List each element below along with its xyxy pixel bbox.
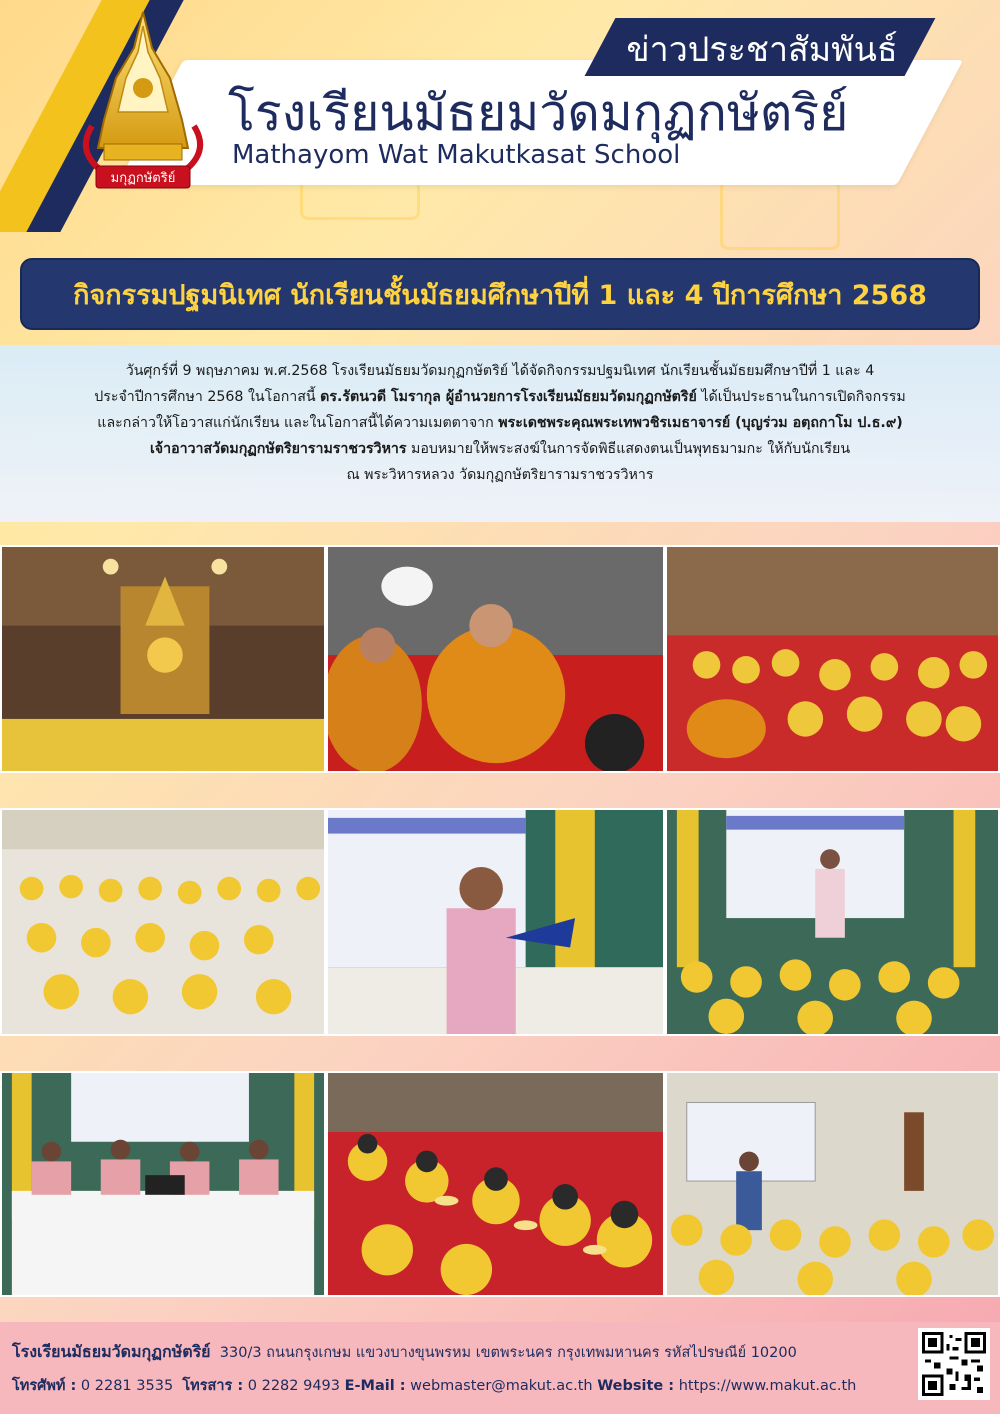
teachers-table-photo xyxy=(0,1071,326,1297)
body-line: เจ้าอาวาสวัดมกุฏกษัตริยารามราชวรวิหาร มอบหมายให้พระสงฆ์ในการจัดพิธีแสดงตนเป็นพุทธมามกะ ให้กับนักเรียน xyxy=(149,441,851,457)
website-link[interactable]: https://www.makut.ac.th xyxy=(678,1378,857,1394)
footer-address: 330/3 ถนนกรุงเกษม แขวงบางขุนพรหม เขตพระนคร กรุงเทพมหานคร รหัสไปรษณีย์ 10200 xyxy=(219,1345,797,1361)
school-logo xyxy=(78,8,208,198)
body-line: ณ พระวิหารหลวง วัดมกุฏกษัตริยารามราชวรวิหาร xyxy=(346,467,654,483)
decor-hexagon xyxy=(720,180,840,250)
phone-label: โทรศัพท์ : xyxy=(12,1378,77,1394)
temple-hall-buddha-photo xyxy=(0,545,326,773)
fax-label: โทรสาร : xyxy=(182,1378,244,1394)
website-label: Website : xyxy=(597,1378,675,1394)
school-name-english: Mathayom Wat Makutkasat School xyxy=(232,140,681,170)
footer-address-line xyxy=(12,1340,1000,1365)
students-seated-temple-photo xyxy=(665,545,1000,773)
monks-ceremony-photo xyxy=(326,545,665,773)
qr-code[interactable] xyxy=(918,1328,990,1400)
body-text xyxy=(20,358,980,488)
presenter-stage-photo xyxy=(665,808,1000,1036)
footer-contact-line xyxy=(12,1374,1000,1397)
title-banner xyxy=(20,258,980,330)
header xyxy=(0,0,1000,232)
students-offering-photo xyxy=(326,1071,665,1297)
email-label: E-Mail : xyxy=(344,1378,406,1394)
students-hall-photo xyxy=(0,808,326,1036)
phone-value: 0 2281 3535 xyxy=(80,1378,174,1394)
pr-label: ข่าวประชาสัมพันธ์ xyxy=(626,30,898,70)
body-line: และกล่าวให้โอวาสแก่นักเรียน และในโอกาสนี้ได้ความเมตตาจาก พระเดชพระคุณพระเทพวชิรเมธาจารย์ (บุญร่วม อตฺถกาโม ป.ธ.๙) xyxy=(97,415,903,431)
school-name-thai: โรงเรียนมัธยมวัดมกุฏกษัตริย์ xyxy=(228,84,849,142)
speaker-students-photo xyxy=(665,1071,1000,1297)
email-link[interactable]: webmaster@makut.ac.th xyxy=(410,1378,593,1394)
body-line: วันศุกร์ที่ 9 พฤษภาคม พ.ศ.2568 โรงเรียนมัธยมวัดมกุฏกษัตริย์ ได้จัดกิจกรรมปฐมนิเทศ นักเรียนชั้นมัธยมศึกษาปีที่ 1 และ 4 xyxy=(125,363,875,379)
footer xyxy=(0,1322,1000,1414)
page-title: กิจกรรมปฐมนิเทศ นักเรียนชั้นมัธยมศึกษาปีที่ 1 และ 4 ปีการศึกษา 2568 xyxy=(73,279,927,311)
footer-school-name: โรงเรียนมัธยมวัดมกุฏกษัตริย์ xyxy=(12,1342,211,1361)
fax-value: 0 2282 9493 xyxy=(247,1378,341,1394)
speaker-podium-photo xyxy=(326,808,665,1036)
body-line: ประจำปีการศึกษา 2568 ในโอกาสนี้ ดร.รัตนวดี โมรากุล ผู้อำนวยการโรงเรียนมัธยมวัดมกุฏกษัตริย์ ได้เป็นประธานในการเปิดกิจกรรม xyxy=(94,389,906,405)
logo-text: มกุฏกษัตริย์ xyxy=(110,171,176,186)
